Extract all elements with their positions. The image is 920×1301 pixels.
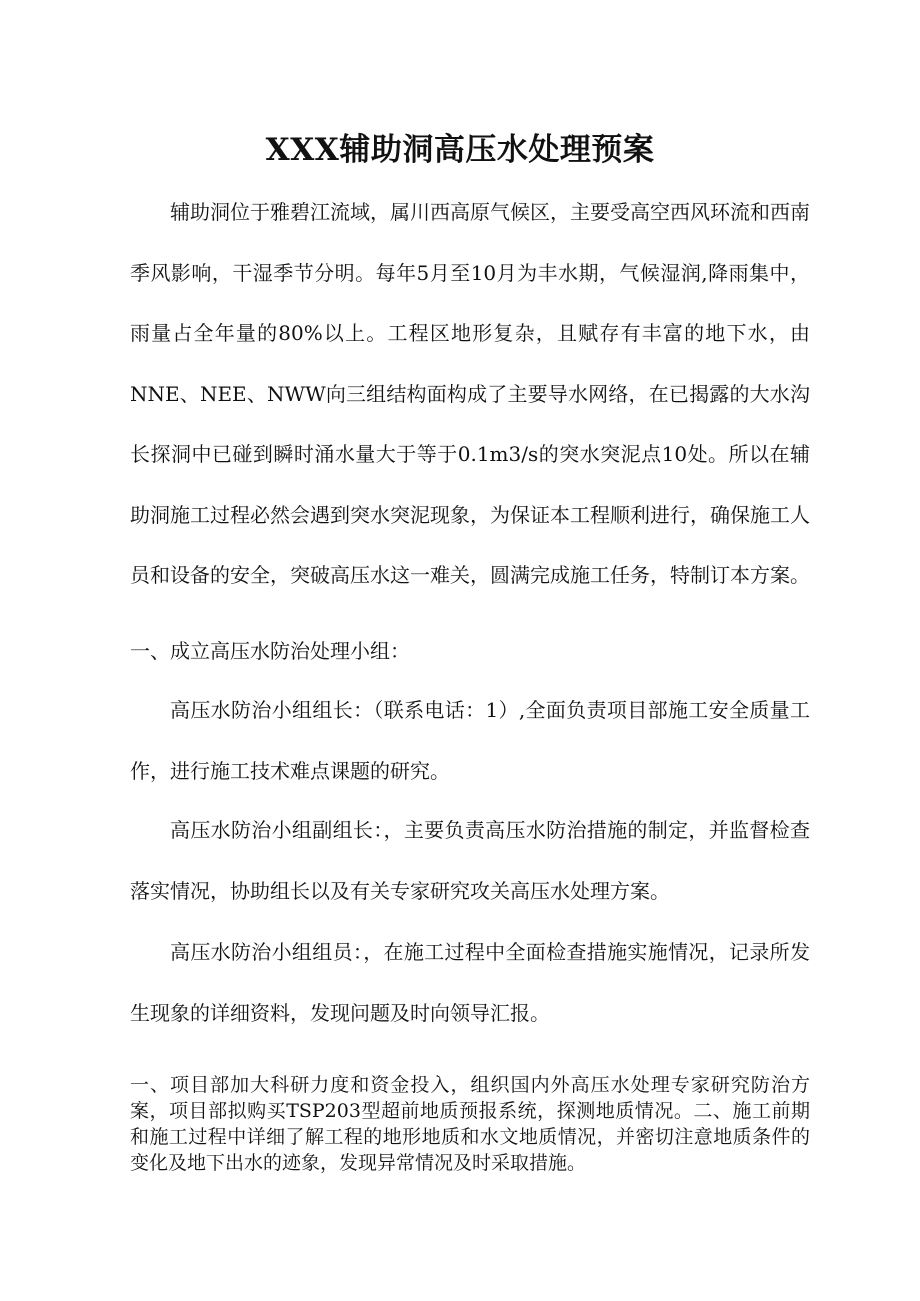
intro-paragraph: 辅助洞位于雅碧江流域，属川西高原气候区，主要受高空西风环流和西南季风影响，干湿季节分明。每年5月至10月为丰水期，气候湿润,降雨集中，雨量占全年量的80%以上。工程区地形复杂，且赋存有丰富的地下水，由NNE、NEE、NWW向三组结构面构成了主要导水网络，在已揭露的大水沟长探洞中已碰到瞬时涌水量大于等于0.1m3/s的突水突泥点10处。所以在辅助洞施工过程必然会遇到突水突泥现象，为保证本工程顺利进行，确保施工人员和设备的安全，突破高压水这一难关，圆满完成施工任务，特制订本方案。: [130, 200, 810, 587]
deputy-leader-paragraph: 高压水防治小组副组长：，主要负责高压水防治措施的制定，并监督检查落实情况，协助组长以及有关专家研究攻关高压水处理方案。: [130, 818, 810, 903]
team-member-paragraph: 高压水防治小组组员：，在施工过程中全面检查措施实施情况，记录所发生现象的详细资料，发现问题及时向领导汇报。: [130, 940, 810, 1025]
team-leader-paragraph: 高压水防治小组组长：（联系电话：1）,全面负责项目部施工安全质量工作，进行施工技术难点课题的研究。: [130, 698, 810, 783]
measures-paragraph: 一、项目部加大科研力度和资金投入，组织国内外高压水处理专家研究防治方案，项目部拟购买TSP203型超前地质预报系统，探测地质情况。二、施工前期和施工过程中详细了解工程的地形地质和水文地质情况，并密切注意地质条件的变化及地下出水的迹象，发现异常情况及时采取措施。: [130, 1074, 810, 1174]
document-title: XXX辅助洞高压水处理预案: [265, 132, 655, 168]
section-heading-team: 一、成立高压水防治处理小组：: [130, 639, 410, 663]
